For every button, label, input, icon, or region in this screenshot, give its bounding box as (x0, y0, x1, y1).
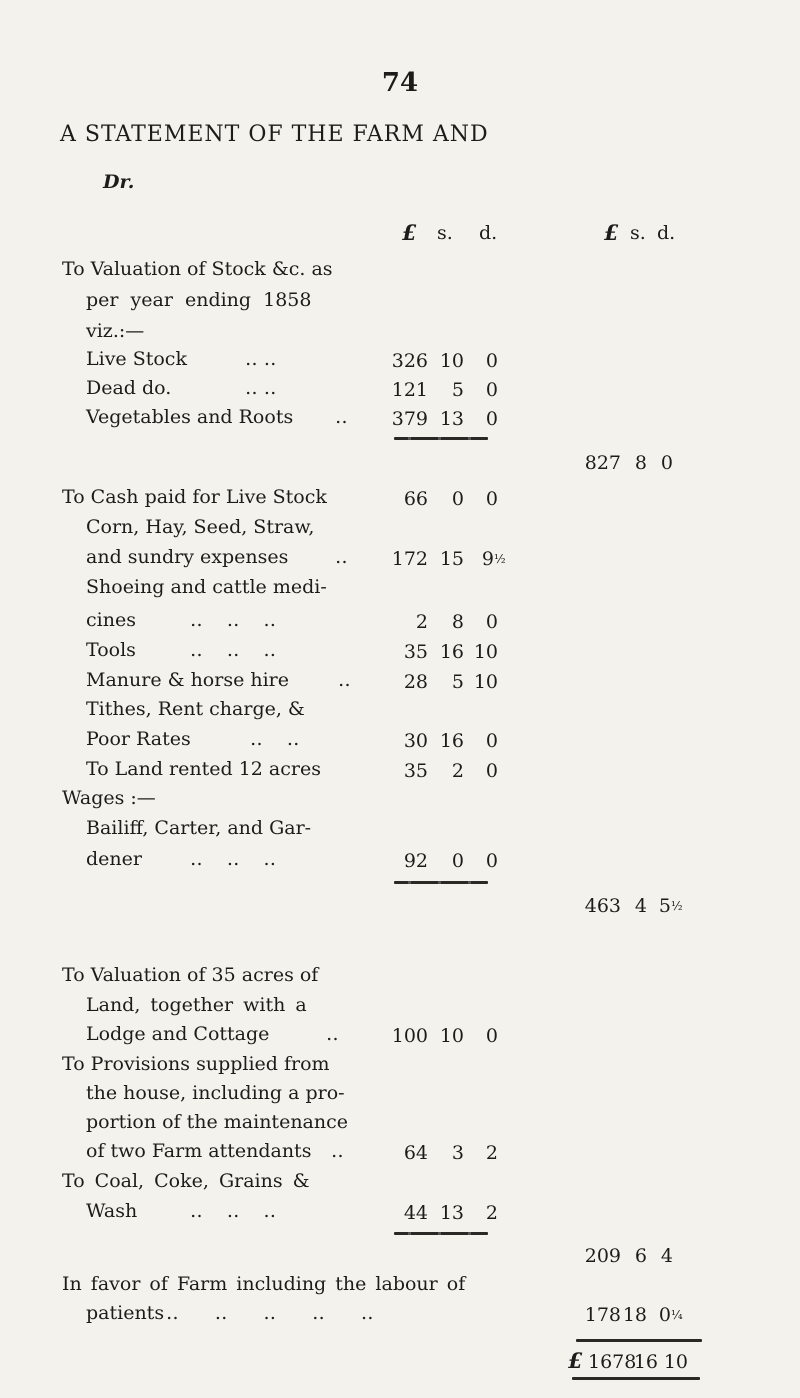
land-line: the house, including a pro- (86, 1082, 345, 1104)
amount: 121 5 0 (391, 379, 498, 401)
amount: 35 16 10 (403, 641, 498, 663)
pence-header-2: d. (657, 222, 676, 244)
amount: 66 0 0 (403, 488, 498, 510)
amount: 326 10 0 (391, 350, 498, 372)
stock-item-label: Dead do. (86, 377, 172, 399)
cash-line: Bailiff, Carter, and Gar- (86, 817, 312, 839)
intro-line-3: viz.:— (86, 320, 145, 342)
leader-dots: ‥ ‥ (245, 377, 277, 399)
page-number: 74 (381, 68, 419, 98)
leader-dots: ‥ ‥ ‥ (190, 848, 277, 870)
cash-line: Shoeing and cattle medi- (86, 576, 327, 598)
amount: 172 15 9½ (391, 548, 506, 570)
leader-dots: ‥ ‥ ‥ (190, 639, 277, 661)
pence-header-1: d. (479, 222, 498, 244)
amount: 2 8 0 (415, 611, 498, 633)
grand-total: £ 167816 10 (568, 1348, 688, 1373)
leader-dots: ‥ ‥ (245, 348, 277, 370)
leader-dots: ‥ (338, 669, 351, 691)
favor-line: patients (86, 1302, 165, 1324)
stock-item-label: Live Stock (86, 348, 187, 370)
leader-dots: ‥ (326, 1023, 339, 1045)
cash-line: Tithes, Rent charge, & (86, 698, 305, 720)
cash-line: cines (86, 609, 136, 631)
land-line: To Coal, Coke, Grains & (62, 1170, 310, 1192)
leader-dots: ‥ (331, 1140, 344, 1162)
land-line: portion of the maintenance (86, 1111, 349, 1133)
leader-dots: ‥ (335, 546, 348, 568)
leader-dots: ‥ ‥ ‥ ‥ ‥ (166, 1302, 374, 1324)
cash-total: 463 4 5½ (584, 895, 683, 917)
land-line: Lodge and Cottage (86, 1023, 270, 1045)
cash-line: dener (86, 848, 142, 870)
shillings-header-1: s. (437, 222, 453, 244)
leader-dots: ‥ ‥ ‥ (190, 609, 277, 631)
cash-line: Corn, Hay, Seed, Straw, (86, 516, 315, 538)
amount: 44 13 2 (403, 1202, 498, 1224)
shillings-header-2: s. (630, 222, 646, 244)
land-total: 209 6 4 (584, 1245, 673, 1267)
land-line: To Provisions supplied from (62, 1053, 330, 1075)
pounds-header-1: £ (402, 220, 417, 245)
leader-dots: ‥ ‥ ‥ (190, 1200, 277, 1222)
amount: 30 16 0 (403, 730, 498, 752)
land-line: To Valuation of 35 acres of (62, 964, 319, 986)
amount: 28 5 10 (403, 671, 498, 693)
cash-line: Wages :— (62, 787, 156, 809)
cash-line: To Cash paid for Live Stock (62, 486, 327, 508)
leader-dots: ‥ (335, 406, 348, 428)
cash-line: Manure & horse hire (86, 669, 290, 691)
amount: 92 0 0 (403, 850, 498, 872)
favor-line: In favor of Farm including the labour of (62, 1273, 466, 1295)
favor-amount: 17818 0¼ (584, 1304, 683, 1326)
pounds-header-2: £ (604, 220, 619, 245)
land-line: Land, together with a (86, 994, 307, 1016)
cash-line: Poor Rates (86, 728, 191, 750)
stock-item-label: Vegetables and Roots (86, 406, 294, 428)
land-line: Wash (86, 1200, 138, 1222)
subtotal-rule (394, 1232, 488, 1235)
intro-line-1: To Valuation of Stock &c. as (62, 258, 333, 280)
subtotal-rule (394, 881, 488, 884)
amount: 35 2 0 (403, 760, 498, 782)
amount: 100 10 0 (391, 1025, 498, 1047)
cash-line: and sundry expenses (86, 546, 289, 568)
page-heading: A STATEMENT OF THE FARM AND (60, 122, 489, 147)
leader-dots: ‥ ‥ (250, 728, 300, 750)
double-rule (572, 1377, 700, 1380)
debit-label: Dr. (103, 171, 135, 193)
amount: 64 3 2 (403, 1142, 498, 1164)
land-line: of two Farm attendants (86, 1140, 312, 1162)
intro-line-2: per year ending 1858 (86, 289, 312, 311)
total-rule (576, 1339, 702, 1342)
cash-line: To Land rented 12 acres (86, 758, 321, 780)
amount: 379 13 0 (391, 408, 498, 430)
subtotal-rule (394, 437, 488, 440)
stock-total: 827 8 0 (584, 452, 673, 474)
cash-line: Tools (86, 639, 136, 661)
